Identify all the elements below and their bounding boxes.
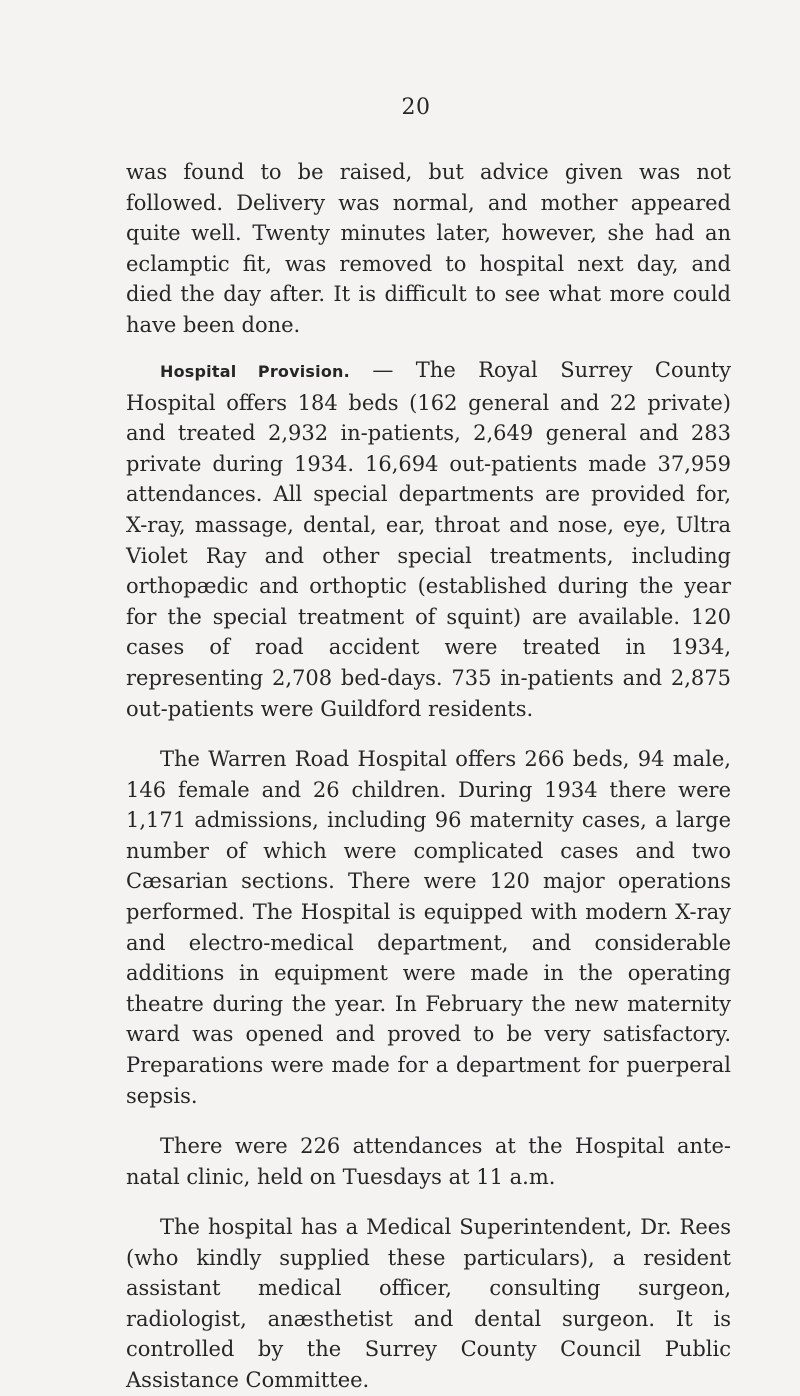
section-heading: Hospital Provision. <box>160 362 350 381</box>
paragraph-text: The hospital has a Medical Superintendent, Dr. Rees (who kindly supplied these particulars), a resident assistant medical officer, consulting surgeon, radiologist, anæsthetist and dental surgeon. It is controlled by the Surrey County Council Public Assistance Committee. <box>126 1215 731 1392</box>
paragraph-superintendent <box>126 1212 731 1396</box>
paragraph-text: There were 226 attendances at the Hospital ante-natal clinic, held on Tuesdays at 11 a.m. <box>126 1134 731 1189</box>
paragraph-text: — The Royal Surrey County Hospital offers 184 beds (162 general and 22 private) and treated 2,932 in-patients, 2,649 general and 283 private during 1934. 16,694 out-patients made 37,959 attendances. All special departments are provided for, X-ray, massage, dental, ear, throat and nose, eye, Ultra Violet Ray and other special treatments, including orthopædic and orthoptic (established during the year for the special treatment of squint) are available. 120 cases of road accident were treated in 1934, representing 2,708 bed-days. 735 in-patients and 2,875 out-patients were Guildford residents. <box>126 358 731 721</box>
paragraph-ante-natal <box>126 1131 731 1192</box>
paragraph-continuation <box>126 157 731 341</box>
paragraph-hospital-provision <box>126 355 731 724</box>
page-number: 20 <box>401 95 431 120</box>
paragraph-text: The Warren Road Hospital offers 266 beds, 94 male, 146 female and 26 children. During 1934 there were 1,171 admissions, including 96 maternity cases, a large number of which were complicated cases and two Cæsarian sections. There were 120 major operations performed. The Hospital is equipped with modern X-ray and electro-medical department, and considerable additions in equipment were made in the operating theatre during the year. In February the new maternity ward was opened and proved to be very satisfactory. Preparations were made for a department for puerperal sepsis. <box>126 747 731 1108</box>
paragraph-text: was found to be raised, but advice given was not followed. Delivery was normal, and mother appeared quite well. Twenty minutes later, however, she had an eclamptic fit, was removed to hospital next day, and died the day after. It is difficult to see what more could have been done. <box>126 160 731 337</box>
paragraph-warren-road <box>126 744 731 1111</box>
